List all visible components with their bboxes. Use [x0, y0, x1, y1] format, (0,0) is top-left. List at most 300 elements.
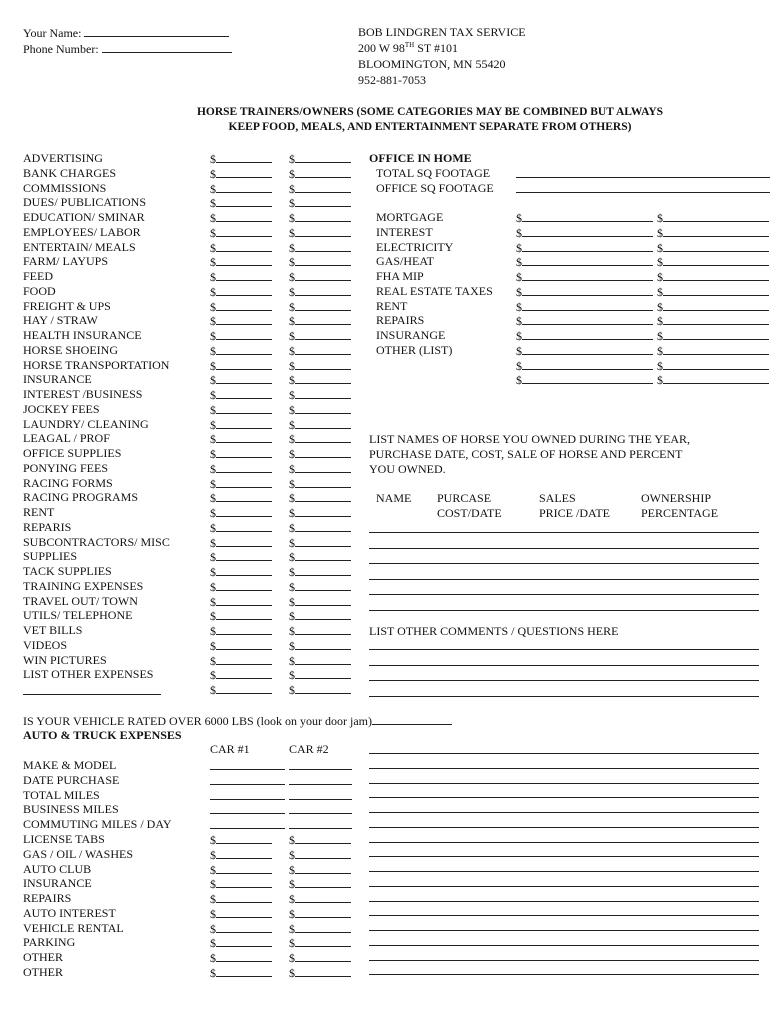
dollar-sign: $ [657, 284, 663, 299]
amount-blank[interactable] [216, 418, 272, 429]
auto-truck-heading: AUTO & TRUCK EXPENSES [23, 728, 182, 742]
horse-intro-line-1: LIST NAMES OF HORSE YOU OWNED DURING THE YEAR, [369, 432, 690, 446]
amount-blank[interactable] [216, 639, 272, 650]
expense-label: INSURANCE [23, 372, 92, 387]
amount-blank[interactable] [216, 683, 272, 694]
amount-blank[interactable] [663, 226, 769, 237]
dollar-sign: $ [210, 476, 216, 491]
amount-blank[interactable] [216, 477, 272, 488]
amount-blank[interactable] [522, 241, 653, 252]
amount-blank[interactable] [663, 373, 769, 384]
office-amount-col-1 [516, 241, 653, 254]
amount-blank[interactable] [216, 521, 272, 532]
expense-amount-col-2 [289, 152, 351, 165]
dollar-sign: $ [516, 284, 522, 299]
expense-amount-col-2 [289, 226, 351, 239]
car-2-amount [289, 907, 351, 920]
amount-blank[interactable] [295, 314, 351, 325]
amount-blank[interactable] [295, 359, 351, 370]
amount-blank[interactable] [663, 270, 769, 281]
amount-blank[interactable] [295, 285, 351, 296]
amount-blank[interactable] [295, 300, 351, 311]
amount-blank[interactable] [522, 285, 653, 296]
dollar-sign: $ [657, 373, 663, 388]
dollar-sign: $ [210, 388, 216, 402]
expense-amount-col-1 [210, 211, 272, 224]
dollar-sign: $ [210, 329, 216, 343]
dollar-sign: $ [289, 491, 295, 506]
expense-label: TRAINING EXPENSES [23, 578, 144, 593]
amount-blank[interactable] [216, 314, 272, 325]
vehicle-expense-label: LICENSE TABS [23, 832, 105, 846]
amount-blank[interactable] [216, 595, 272, 606]
dollar-sign: $ [210, 225, 216, 240]
expense-label: FOOD [23, 283, 56, 298]
expense-amount-col-2 [289, 565, 351, 578]
expense-label: HORSE SHOEING [23, 342, 119, 357]
amount-blank[interactable] [295, 255, 351, 266]
writing-line[interactable] [369, 680, 759, 681]
form-title-line-2: KEEP FOOD, MEALS, AND ENTERTAINMENT SEPARATE FROM OTHERS) [228, 121, 632, 133]
expense-amount-col-1 [210, 521, 272, 534]
vehicle-info-label: DATE PURCHASE [23, 772, 120, 787]
amount-blank[interactable] [295, 609, 351, 620]
writing-line[interactable] [369, 563, 759, 564]
office-amount-col-1 [516, 270, 653, 283]
amount-blank[interactable] [295, 167, 351, 178]
expense-amount-col-1 [210, 152, 272, 165]
dollar-sign: $ [210, 565, 216, 579]
amount-blank[interactable] [522, 329, 653, 340]
vehicle-info-label: COMMUTING MILES / DAY [23, 817, 172, 831]
car-2-blank[interactable] [289, 759, 352, 772]
car-1-blank[interactable] [210, 774, 285, 787]
amount-blank[interactable] [295, 966, 351, 977]
writing-line[interactable] [369, 532, 759, 533]
amount-blank[interactable] [216, 270, 272, 281]
amount-blank[interactable] [216, 152, 272, 163]
car-2-amount [289, 848, 351, 861]
dollar-sign: $ [210, 270, 216, 284]
amount-blank[interactable] [216, 241, 272, 252]
dollar-sign: $ [289, 152, 295, 166]
amount-blank[interactable] [216, 951, 272, 962]
dollar-sign: $ [210, 892, 216, 906]
amount-blank[interactable] [295, 211, 351, 222]
expense-amount-col-1 [210, 270, 272, 283]
writing-line[interactable] [369, 696, 759, 697]
horse-intro-line-2: PURCHASE DATE, COST, SALE OF HORSE AND PERCENT [369, 447, 683, 461]
amount-blank[interactable] [295, 196, 351, 207]
expense-amount-col-1 [210, 314, 272, 327]
other-expense-blank[interactable] [23, 684, 161, 697]
amount-blank[interactable] [216, 654, 272, 665]
amount-blank[interactable] [216, 833, 272, 844]
amount-blank[interactable] [295, 683, 351, 694]
expense-label: HEALTH INSURANCE [23, 328, 142, 342]
horse-col-ownership-1: OWNERSHIP [641, 491, 712, 505]
writing-line[interactable] [369, 856, 759, 857]
amount-blank[interactable] [663, 300, 769, 311]
writing-line[interactable] [369, 960, 759, 961]
address-part-1: 200 W 98 [358, 41, 405, 55]
writing-line[interactable] [369, 901, 759, 902]
amount-blank[interactable] [216, 565, 272, 576]
amount-blank[interactable] [295, 833, 351, 844]
office-in-home-heading: OFFICE IN HOME [369, 151, 472, 165]
amount-blank[interactable] [295, 226, 351, 237]
expense-label: ENTERTAIN/ MEALS [23, 239, 136, 254]
amount-blank[interactable] [295, 907, 351, 918]
expense-amount-col-1 [210, 565, 272, 578]
expense-amount-col-2 [289, 506, 351, 519]
expense-amount-col-1 [210, 167, 272, 180]
footage-blank[interactable] [516, 182, 770, 195]
dollar-sign: $ [516, 211, 522, 225]
amount-blank[interactable] [295, 668, 351, 679]
your-name-blank[interactable] [84, 26, 229, 37]
amount-blank[interactable] [522, 359, 653, 370]
writing-line[interactable] [369, 665, 759, 666]
amount-blank[interactable] [295, 447, 351, 458]
writing-line[interactable] [369, 827, 759, 828]
amount-blank[interactable] [295, 892, 351, 903]
amount-blank[interactable] [295, 639, 351, 650]
amount-blank[interactable] [295, 506, 351, 517]
your-name-label: Your Name: [23, 26, 82, 40]
amount-blank[interactable] [216, 580, 272, 591]
expense-label: DUES/ PUBLICATIONS [23, 195, 147, 210]
dollar-sign: $ [289, 432, 295, 447]
expense-amount-col-2 [289, 580, 351, 593]
amount-blank[interactable] [216, 536, 272, 547]
car-1-amount [210, 936, 272, 949]
writing-line[interactable] [369, 649, 759, 650]
dollar-sign: $ [289, 565, 295, 579]
expense-amount-col-1 [210, 285, 272, 298]
amount-blank[interactable] [295, 550, 351, 561]
amount-blank[interactable] [522, 344, 653, 355]
expense-amount-col-1 [210, 226, 272, 239]
dollar-sign: $ [289, 535, 295, 550]
vehicle-expense-label: AUTO CLUB [23, 861, 92, 876]
car-1-amount [210, 877, 272, 890]
office-amount-col-1 [516, 211, 653, 224]
amount-blank[interactable] [216, 403, 272, 414]
writing-line[interactable] [369, 842, 759, 843]
amount-blank[interactable] [295, 565, 351, 576]
amount-blank[interactable] [216, 966, 272, 977]
form-title-line-1: HORSE TRAINERS/OWNERS (SOME CATEGORIES MAY BE COMBINED BUT ALWAYS [196, 106, 664, 118]
amount-blank[interactable] [522, 255, 653, 266]
vehicle-info-label: TOTAL MILES [23, 787, 100, 802]
car-2-amount [289, 833, 351, 846]
address-part-2: ST #101 [414, 41, 459, 55]
writing-line[interactable] [369, 871, 759, 872]
writing-line[interactable] [369, 930, 759, 931]
footage-blank[interactable] [516, 167, 770, 180]
expense-label: INTEREST /BUSINESS [23, 387, 143, 401]
amount-blank[interactable] [216, 373, 272, 384]
dollar-sign: $ [289, 609, 295, 624]
amount-blank[interactable] [295, 329, 351, 340]
amount-blank[interactable] [216, 359, 272, 370]
dollar-sign: $ [289, 550, 295, 565]
amount-blank[interactable] [216, 907, 272, 918]
amount-blank[interactable] [295, 418, 351, 429]
expense-amount-col-1 [210, 388, 272, 401]
amount-blank[interactable] [522, 270, 653, 281]
dollar-sign: $ [516, 329, 522, 343]
horse-intro-line-3: YOU OWNED. [369, 462, 446, 476]
car-1-amount [210, 848, 272, 861]
vehicle-weight-answer[interactable] [372, 714, 452, 725]
amount-blank[interactable] [295, 344, 351, 355]
dollar-sign: $ [657, 329, 663, 343]
dollar-sign: $ [289, 196, 295, 211]
amount-blank[interactable] [216, 848, 272, 859]
expense-amount-col-2 [289, 477, 351, 490]
expense-amount-col-1 [210, 196, 272, 209]
expense-amount-col-1 [210, 373, 272, 386]
expense-amount-col-2 [289, 639, 351, 652]
car-2-blank[interactable] [289, 803, 352, 816]
amount-blank[interactable] [216, 863, 272, 874]
amount-blank[interactable] [295, 462, 351, 473]
amount-blank[interactable] [216, 226, 272, 237]
writing-line[interactable] [369, 945, 759, 946]
expense-label: VET BILLS [23, 623, 83, 637]
car-2-blank[interactable] [289, 789, 352, 802]
dollar-sign: $ [289, 329, 295, 343]
amount-blank[interactable] [295, 182, 351, 193]
amount-blank[interactable] [216, 329, 272, 340]
amount-blank[interactable] [216, 285, 272, 296]
dollar-sign: $ [289, 284, 295, 299]
car-2-amount [289, 892, 351, 905]
amount-blank[interactable] [522, 211, 653, 222]
writing-line[interactable] [369, 812, 759, 813]
amount-blank[interactable] [663, 329, 769, 340]
vehicle-expense-label: PARKING [23, 935, 76, 950]
amount-blank[interactable] [295, 491, 351, 502]
amount-blank[interactable] [663, 241, 769, 252]
expense-amount-col-1 [210, 550, 272, 563]
dollar-sign: $ [516, 270, 522, 284]
amount-blank[interactable] [522, 226, 653, 237]
amount-blank[interactable] [216, 892, 272, 903]
expense-amount-col-1 [210, 624, 272, 637]
amount-blank[interactable] [295, 877, 351, 888]
amount-blank[interactable] [295, 936, 351, 947]
car-1-blank[interactable] [210, 789, 285, 802]
dollar-sign: $ [210, 402, 216, 417]
dollar-sign: $ [516, 255, 522, 270]
expense-label: REPARIS [23, 519, 72, 534]
amount-blank[interactable] [663, 255, 769, 266]
expense-amount-col-2 [289, 329, 351, 342]
writing-line[interactable] [369, 974, 759, 975]
dollar-sign: $ [210, 847, 216, 862]
writing-line[interactable] [369, 610, 759, 611]
amount-blank[interactable] [216, 922, 272, 933]
expense-amount-col-1 [210, 329, 272, 342]
expense-amount-col-1 [210, 255, 272, 268]
writing-line[interactable] [369, 753, 759, 754]
amount-blank[interactable] [295, 595, 351, 606]
amount-blank[interactable] [216, 196, 272, 207]
amount-blank[interactable] [216, 462, 272, 473]
writing-line[interactable] [369, 797, 759, 798]
amount-blank[interactable] [295, 624, 351, 635]
phone-number-blank[interactable] [102, 42, 232, 53]
office-amount-col-2 [657, 255, 769, 268]
expense-amount-col-2 [289, 255, 351, 268]
dollar-sign: $ [210, 653, 216, 668]
amount-blank[interactable] [663, 359, 769, 370]
your-name-field [23, 26, 229, 39]
company-address [358, 42, 458, 54]
amount-blank[interactable] [295, 536, 351, 547]
writing-line[interactable] [369, 579, 759, 580]
amount-blank[interactable] [216, 182, 272, 193]
writing-line[interactable] [369, 548, 759, 549]
amount-blank[interactable] [295, 270, 351, 281]
writing-line[interactable] [369, 594, 759, 595]
amount-blank[interactable] [295, 863, 351, 874]
amount-blank[interactable] [522, 300, 653, 311]
expense-label: FARM/ LAYUPS [23, 254, 109, 269]
vehicle-info-label: MAKE & MODEL [23, 758, 117, 772]
amount-blank[interactable] [216, 255, 272, 266]
amount-blank[interactable] [522, 314, 653, 325]
amount-blank[interactable] [295, 654, 351, 665]
expense-label: TRAVEL OUT/ TOWN [23, 593, 138, 608]
amount-blank[interactable] [216, 167, 272, 178]
car-1-blank[interactable] [210, 818, 285, 831]
amount-blank[interactable] [216, 432, 272, 443]
writing-line[interactable] [369, 783, 759, 784]
car-1-blank[interactable] [210, 803, 285, 816]
office-amount-col-2 [657, 329, 769, 342]
amount-blank[interactable] [295, 477, 351, 488]
amount-blank[interactable] [216, 877, 272, 888]
amount-blank[interactable] [295, 152, 351, 163]
expense-amount-col-1 [210, 654, 272, 667]
writing-line[interactable] [369, 915, 759, 916]
dollar-sign: $ [210, 506, 216, 520]
expense-amount-col-2 [289, 683, 351, 696]
office-amount-col-1 [516, 300, 653, 313]
expense-amount-col-2 [289, 388, 351, 401]
dollar-sign: $ [210, 579, 216, 594]
expense-label: FREIGHT & UPS [23, 298, 111, 313]
amount-blank[interactable] [295, 373, 351, 384]
vehicle-expense-label: OTHER [23, 964, 63, 979]
amount-blank[interactable] [216, 550, 272, 561]
car-1-blank[interactable] [210, 759, 285, 772]
amount-blank[interactable] [295, 403, 351, 414]
amount-blank[interactable] [216, 447, 272, 458]
amount-blank[interactable] [216, 388, 272, 399]
amount-blank[interactable] [295, 848, 351, 859]
dollar-sign: $ [516, 299, 522, 314]
car-2-amount [289, 936, 351, 949]
dollar-sign: $ [210, 951, 216, 965]
expense-label: SUPPLIES [23, 549, 78, 564]
amount-blank[interactable] [663, 211, 769, 222]
writing-line[interactable] [369, 768, 759, 769]
dollar-sign: $ [289, 892, 295, 906]
vehicle-weight-question-text: IS YOUR VEHICLE RATED OVER 6000 LBS (look on your door jam) [23, 714, 372, 728]
car-2-blank[interactable] [289, 774, 352, 787]
amount-blank[interactable] [522, 373, 653, 384]
expense-label: EMPLOYEES/ LABOR [23, 224, 141, 239]
amount-blank[interactable] [216, 211, 272, 222]
office-amount-col-1 [516, 359, 653, 372]
dollar-sign: $ [210, 921, 216, 936]
car-1-amount [210, 907, 272, 920]
expense-amount-col-1 [210, 300, 272, 313]
office-amount-col-2 [657, 314, 769, 327]
dollar-sign: $ [210, 535, 216, 550]
dollar-sign: $ [210, 299, 216, 314]
expense-amount-col-1 [210, 418, 272, 431]
amount-blank[interactable] [216, 491, 272, 502]
amount-blank[interactable] [216, 609, 272, 620]
dollar-sign: $ [289, 653, 295, 668]
horse-col-sales-2: PRICE /DATE [539, 506, 611, 520]
dollar-sign: $ [210, 833, 216, 847]
dollar-sign: $ [210, 255, 216, 270]
expense-amount-col-2 [289, 270, 351, 283]
amount-blank[interactable] [295, 432, 351, 443]
amount-blank[interactable] [295, 951, 351, 962]
expense-amount-col-1 [210, 683, 272, 696]
amount-blank[interactable] [216, 300, 272, 311]
dollar-sign: $ [289, 506, 295, 520]
amount-blank[interactable] [216, 506, 272, 517]
car-2-blank[interactable] [289, 818, 352, 831]
car-1-amount [210, 951, 272, 964]
amount-blank[interactable] [295, 388, 351, 399]
dollar-sign: $ [210, 906, 216, 921]
dollar-sign: $ [289, 833, 295, 847]
amount-blank[interactable] [295, 241, 351, 252]
amount-blank[interactable] [663, 344, 769, 355]
amount-blank[interactable] [216, 344, 272, 355]
amount-blank[interactable] [216, 936, 272, 947]
expense-amount-col-1 [210, 432, 272, 445]
amount-blank[interactable] [295, 580, 351, 591]
amount-blank[interactable] [663, 285, 769, 296]
amount-blank[interactable] [216, 624, 272, 635]
amount-blank[interactable] [295, 521, 351, 532]
expense-amount-col-1 [210, 344, 272, 357]
expense-amount-col-2 [289, 536, 351, 549]
car-2-amount [289, 922, 351, 935]
expense-amount-col-1 [210, 447, 272, 460]
dollar-sign: $ [516, 343, 522, 358]
amount-blank[interactable] [663, 314, 769, 325]
expense-amount-col-1 [210, 639, 272, 652]
dollar-sign: $ [289, 877, 295, 892]
dollar-sign: $ [657, 211, 663, 225]
amount-blank[interactable] [295, 922, 351, 933]
writing-line[interactable] [369, 886, 759, 887]
amount-blank[interactable] [216, 668, 272, 679]
expense-amount-col-2 [289, 241, 351, 254]
